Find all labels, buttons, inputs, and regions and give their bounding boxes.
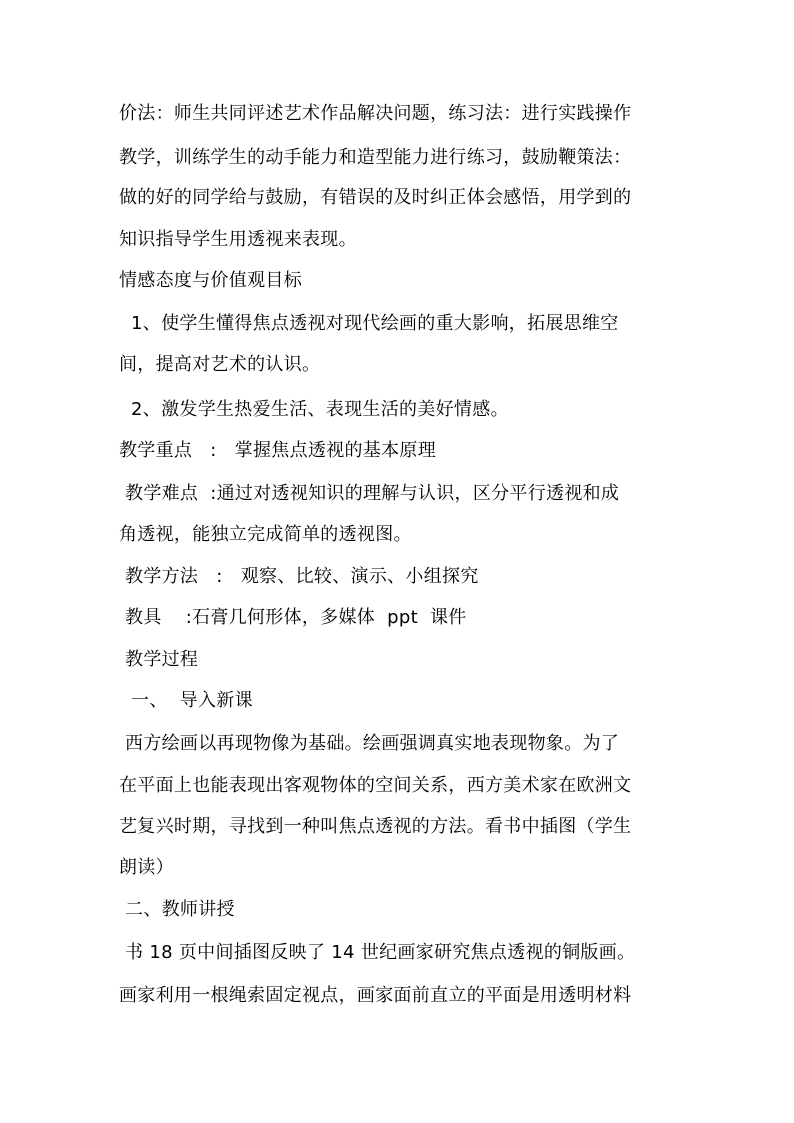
text-line: 教学重点 : 掌握焦点透视的基本原理 bbox=[119, 440, 436, 461]
text-line: 2、激发学生热爱生活、表现生活的美好情感。 bbox=[119, 399, 509, 420]
text-line: 艺复兴时期，寻找到一种叫焦点透视的方法。看书中插图（学生 bbox=[119, 816, 632, 837]
text-line: 朗读） bbox=[119, 857, 174, 878]
text-line: 间，提高对艺术的认识。 bbox=[119, 354, 321, 375]
text-line: 教学方法 : 观察、比较、演示、小组探究 bbox=[119, 566, 479, 587]
section-heading: 二、教师讲授 bbox=[119, 899, 235, 920]
text-line: 教学难点 :通过对透视知识的理解与认识，区分平行透视和成 bbox=[119, 483, 620, 504]
section-heading: 一、 导入新课 bbox=[119, 690, 253, 711]
text-line: 在平面上也能表现出客观物体的空间关系，西方美术家在欧洲文 bbox=[119, 775, 632, 796]
text-line: 价法：师生共同评述艺术作品解决问题，练习法：进行实践操作 bbox=[119, 103, 632, 124]
section-heading: 情感态度与价值观目标 bbox=[119, 270, 302, 291]
text-line: 书 18 页中间插图反映了 14 世纪画家研究焦点透视的铜版画。 bbox=[119, 942, 636, 963]
section-heading: 教学过程 bbox=[119, 649, 199, 670]
text-line: 做的好的同学给与鼓励，有错误的及时纠正体会感悟，用学到的 bbox=[119, 187, 632, 208]
text-line: 教学，训练学生的动手能力和造型能力进行练习，鼓励鞭策法： bbox=[119, 147, 632, 168]
text-line: 知识指导学生用透视来表现。 bbox=[119, 229, 357, 250]
text-line: 教具 :石膏几何形体，多媒体 ppt 课件 bbox=[119, 607, 467, 628]
text-line: 1、使学生懂得焦点透视对现代绘画的重大影响，拓展思维空 bbox=[119, 313, 619, 334]
text-line: 角透视，能独立完成简单的透视图。 bbox=[119, 524, 412, 545]
text-line: 画家利用一根绳索固定视点，画家面前直立的平面是用透明材料 bbox=[119, 985, 632, 1006]
text-line: 西方绘画以再现物像为基础。绘画强调真实地表现物象。为了 bbox=[119, 733, 620, 754]
